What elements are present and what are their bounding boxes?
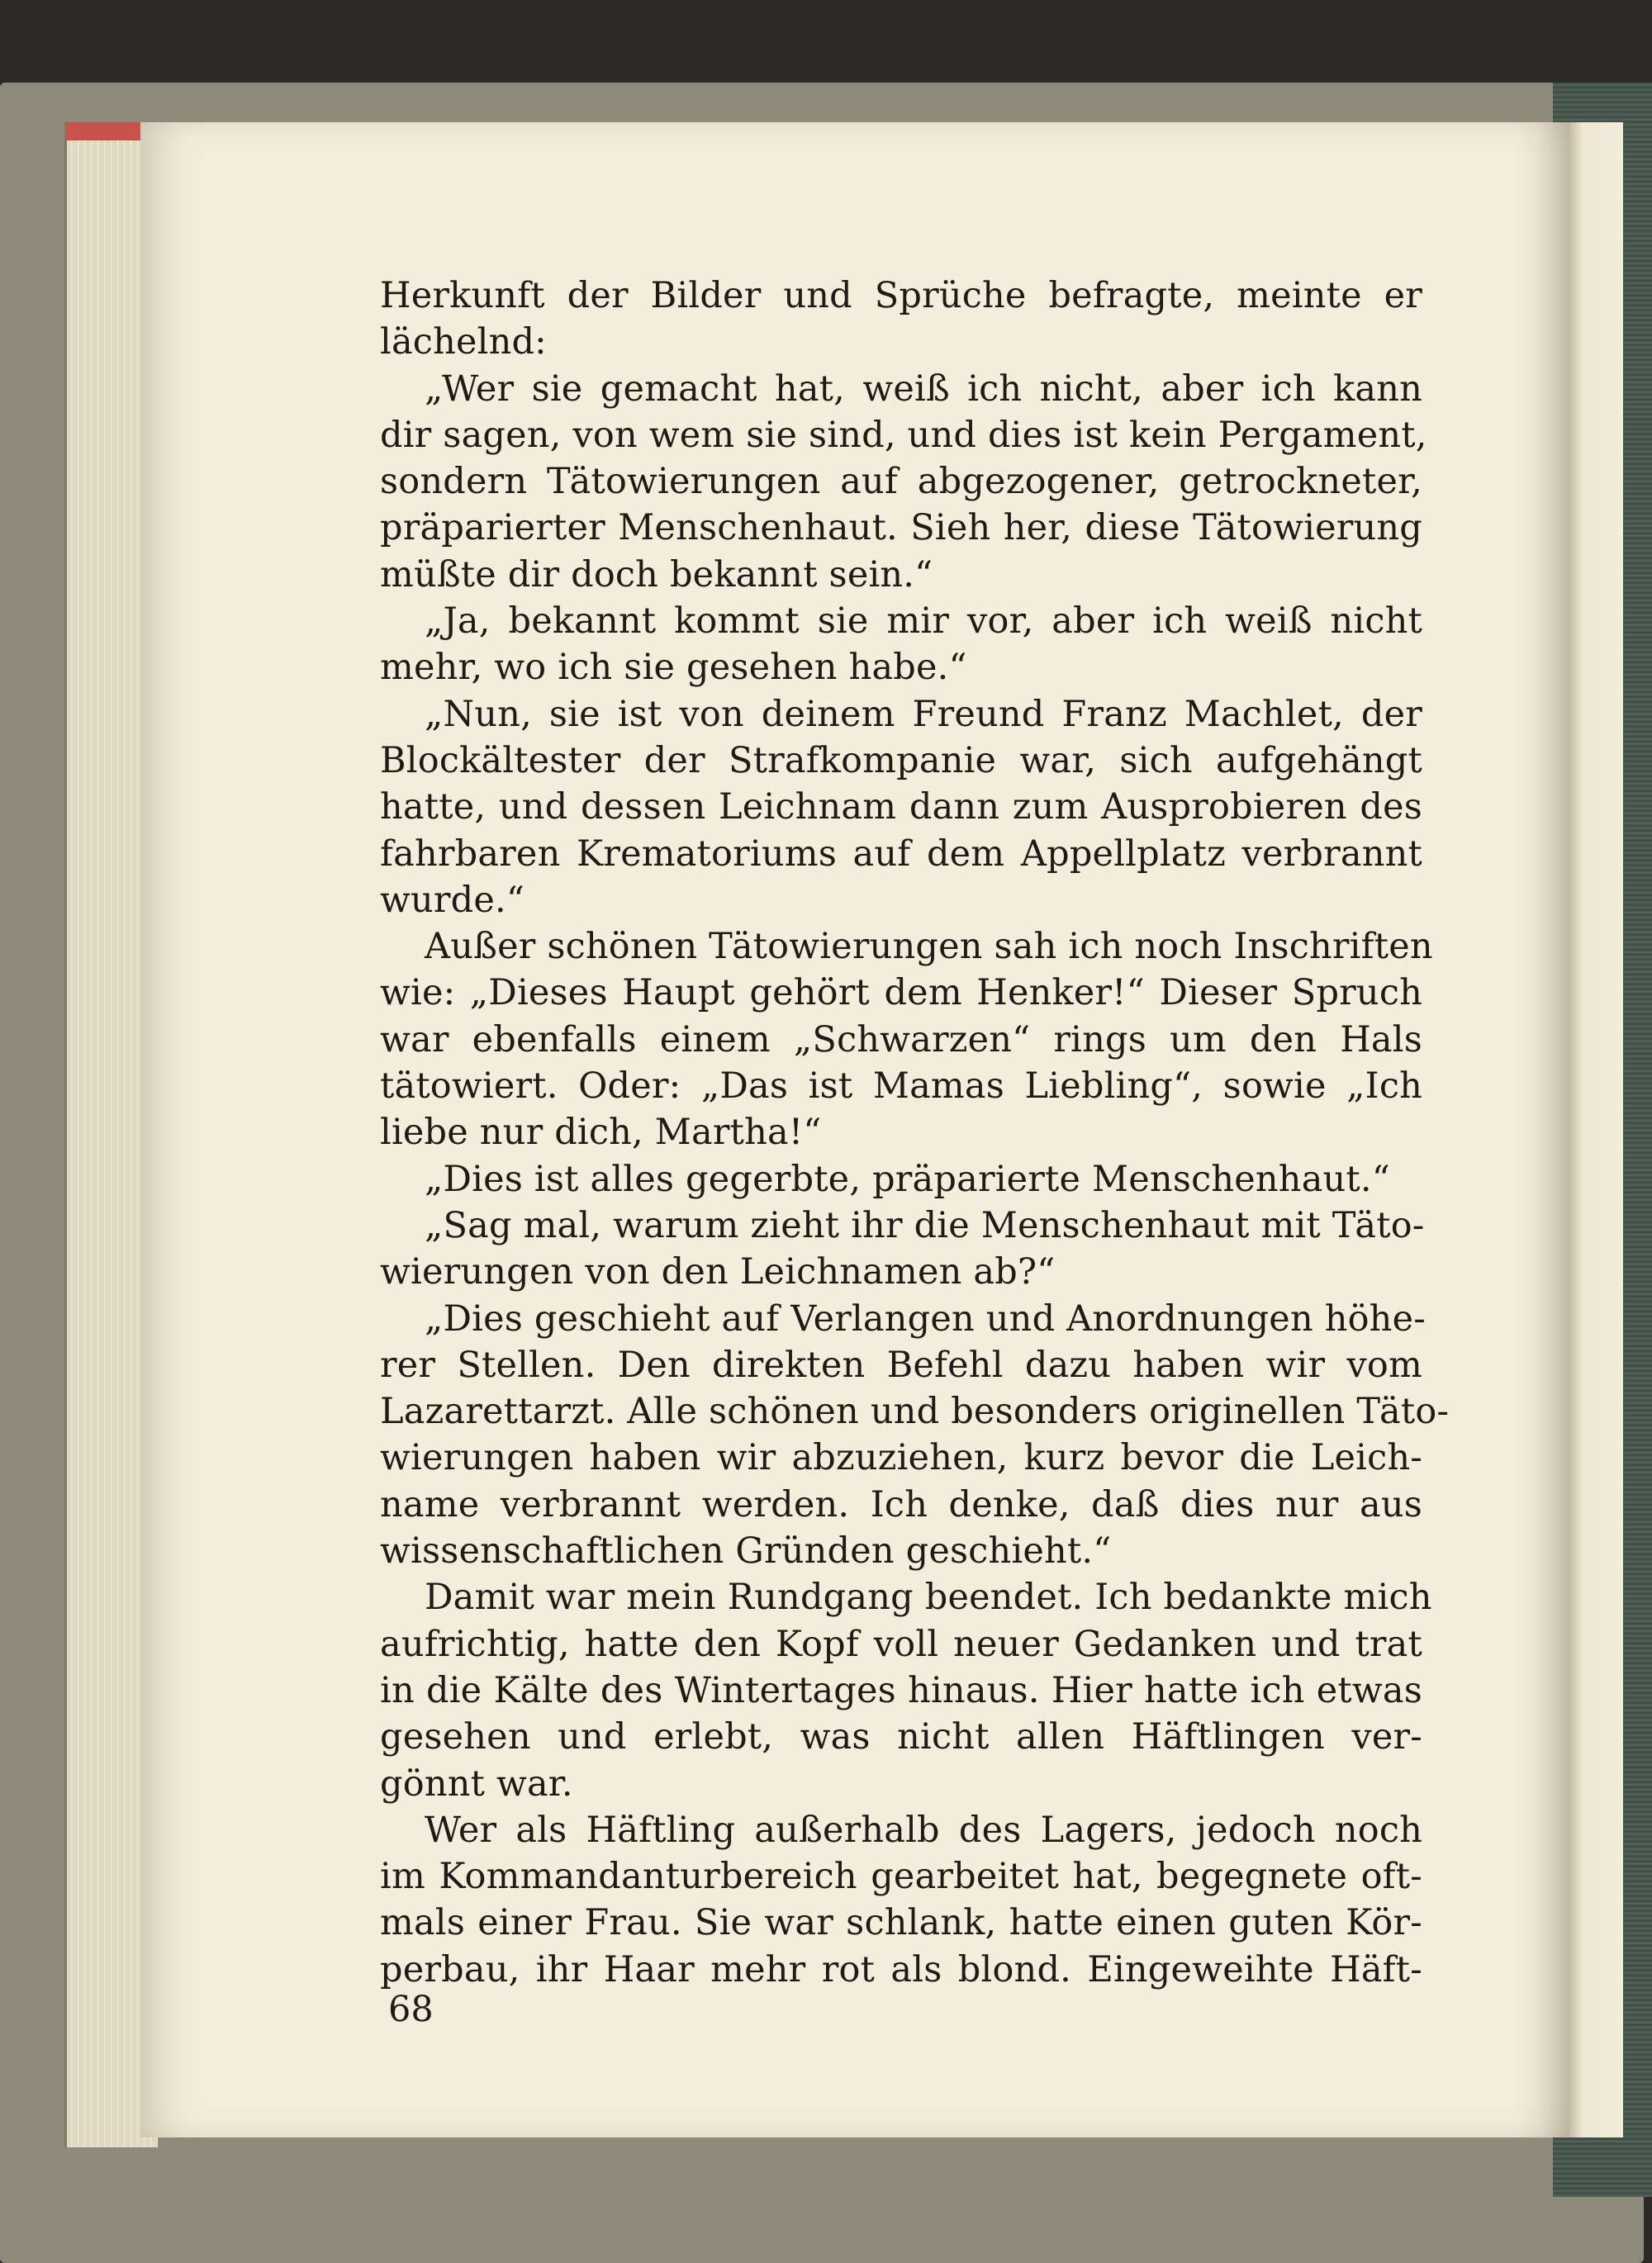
text-line: in die Kälte des Wintertages hinaus. Hier hatte ich etwas (380, 1669, 1422, 1711)
text-line: wurde.“ (380, 879, 525, 921)
text-line: müßte dir doch bekannt sein.“ (380, 553, 933, 595)
text-line: sondern Tätowierungen auf abgezogener, getrockneter, (380, 461, 1422, 503)
text-line: Außer schönen Tätowierungen sah ich noch Inschriften (425, 926, 1433, 968)
text-line: mehr, wo ich sie gesehen habe.“ (380, 647, 967, 689)
text-line: Lazarettarzt. Alle schönen und besonders originellen Täto- (380, 1391, 1450, 1433)
text-line: lächelnd: (380, 321, 547, 363)
text-line: dir sagen, von wem sie sind, und dies ist kein Pergament, (380, 414, 1427, 456)
text-line: „Dies geschieht auf Verlangen und Anordnungen höhe- (425, 1298, 1426, 1340)
text-line: tätowiert. Oder: „Das ist Mamas Liebling“, sowie „Ich (380, 1065, 1422, 1108)
text-line: aufrichtig, hatte den Kopf voll neuer Gedanken und trat (380, 1623, 1422, 1665)
text-line: präparierter Menschenhaut. Sieh her, diese Tätowierung (380, 507, 1422, 549)
text-line: Herkunft der Bilder und Sprüche befragte, meinte er (380, 275, 1422, 316)
page-text (380, 273, 1450, 1993)
text-line: rer Stellen. Den direkten Befehl dazu haben wir vom (380, 1344, 1422, 1386)
page-number: 68 (388, 1989, 434, 2030)
text-line: mals einer Frau. Sie war schlank, hatte einen guten Kör- (380, 1902, 1422, 1944)
facing-page-edge (1565, 122, 1623, 2137)
text-line: liebe nur dich, Martha!“ (380, 1112, 822, 1154)
text-line: Blockältester der Strafkompanie war, sich aufgehängt (380, 739, 1422, 781)
text-line: name verbrannt werden. Ich denke, daß dies nur aus (380, 1483, 1422, 1525)
text-line: fahrbaren Krematoriums auf dem Appellplatz verbrannt (380, 833, 1422, 875)
text-line: wissenschaftlichen Gründen geschieht.“ (380, 1530, 1112, 1573)
text-line: „Ja, bekannt kommt sie mir vor, aber ich weiß nicht (425, 600, 1422, 643)
text-line: „Sag mal, warum zieht ihr die Menschenhaut mit Täto- (425, 1204, 1425, 1246)
text-line: wie: „Dieses Haupt gehört dem Henker!“ Dieser Spruch (380, 972, 1422, 1014)
text-line: war ebenfalls einem „Schwarzen“ rings um den Hals (380, 1018, 1422, 1060)
text-line: gesehen und erlebt, was nicht allen Häftlingen ver- (380, 1716, 1422, 1758)
text-line: gönnt war. (380, 1762, 573, 1805)
text-line: Wer als Häftling außerhalb des Lagers, jedoch noch (425, 1809, 1422, 1851)
text-line: hatte, und dessen Leichnam dann zum Ausprobieren des (380, 786, 1422, 828)
text-line: „Nun, sie ist von deinem Freund Franz Machlet, der (425, 693, 1422, 735)
text-line: wierungen von den Leichnamen ab?“ (380, 1251, 1056, 1293)
text-line: wierungen haben wir abzuziehen, kurz bevor die Leich- (380, 1437, 1422, 1479)
text-line: im Kommandanturbereich gearbeitet hat, begegnete oft- (380, 1856, 1422, 1898)
text-line: Damit war mein Rundgang beendet. Ich bedankte mich (425, 1577, 1432, 1619)
text-line: „Wer sie gemacht hat, weiß ich nicht, aber ich kann (425, 368, 1422, 410)
text-line: „Dies ist alles gegerbte, präparierte Menschenhaut.“ (425, 1158, 1390, 1200)
text-line: perbau, ihr Haar mehr rot als blond. Eingeweihte Häft- (380, 1948, 1422, 1990)
